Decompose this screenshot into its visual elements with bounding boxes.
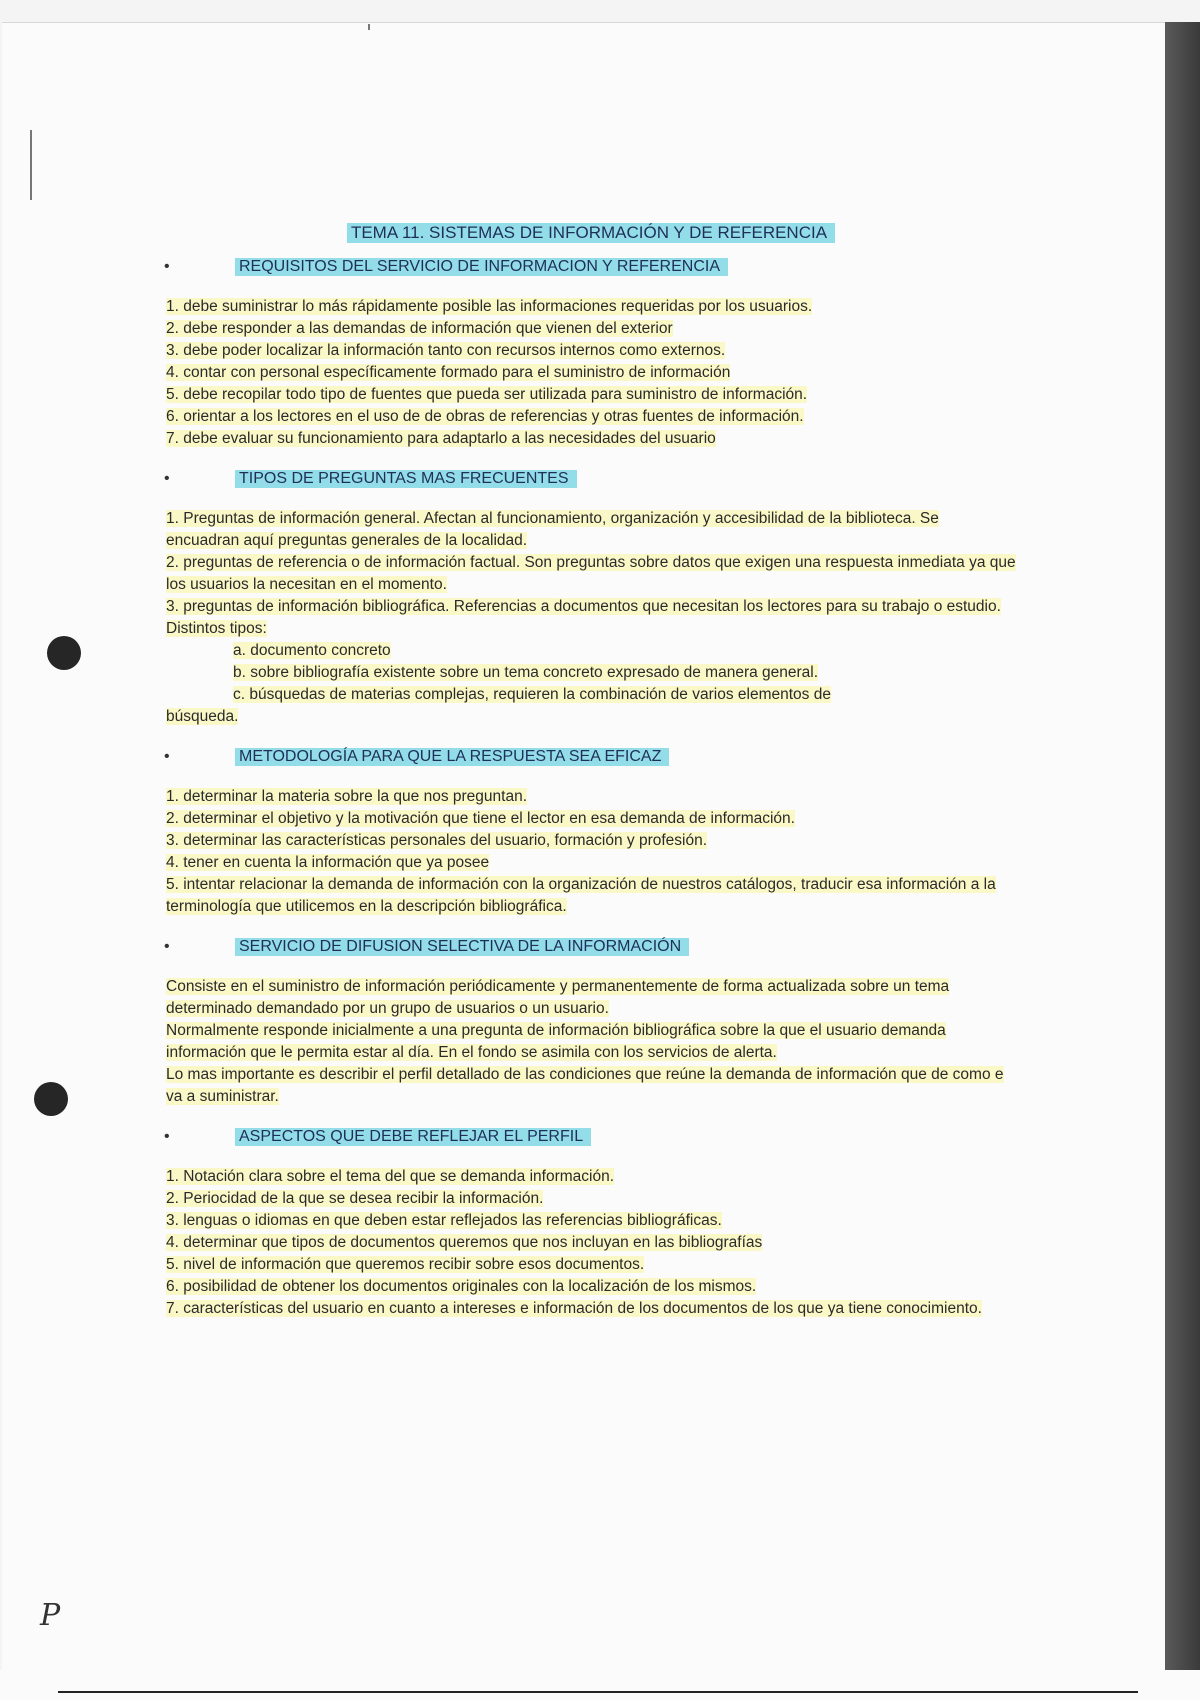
list-item: 4. contar con personal específicamente formado para el suministro de información <box>166 364 731 381</box>
list-item: 3. determinar las características personales del usuario, formación y profesión. <box>166 832 708 849</box>
section-heading: • REQUISITOS DEL SERVICIO DE INFORMACION Y REFERENCIA <box>166 256 1016 278</box>
subitem: b. sobre bibliografía existente sobre un tema concreto expresado de manera general. <box>233 664 819 681</box>
tipos-list <box>166 508 1016 640</box>
punch-hole <box>34 1082 68 1116</box>
list-item: 5. debe recopilar todo tipo de fuentes que pueda ser utilizada para suministro de información. <box>166 386 808 403</box>
list-item: 2. debe responder a las demandas de información que vienen del exterior <box>166 320 673 337</box>
section-heading: • TIPOS DE PREGUNTAS MAS FRECUENTES <box>166 468 1016 490</box>
list-item: 6. posibilidad de obtener los documentos originales con la localización de los mismos. <box>166 1278 757 1295</box>
list-item: 2. Periocidad de la que se desea recibir la información. <box>166 1190 544 1207</box>
paragraph: Lo mas importante es describir el perfil detallado de las condiciones que reúne la demanda de información que de como e va a suministrar. <box>166 1066 1004 1105</box>
punch-hole <box>47 636 81 670</box>
section-aspectos-perfil <box>166 1126 1016 1320</box>
list-item: 1. debe suministrar lo más rápidamente posible las informaciones requeridas por los usuarios. <box>166 298 813 315</box>
subitem: a. documento concreto <box>233 642 391 659</box>
bullet-icon: • <box>164 470 170 487</box>
scan-shadow-edge <box>1165 22 1200 1672</box>
section-difusion-selectiva <box>166 936 1016 1108</box>
document-body <box>166 222 1016 1320</box>
section-requisitos <box>166 256 1016 450</box>
section-tipos-preguntas <box>166 468 1016 728</box>
paragraph: búsqueda. <box>166 708 239 725</box>
list-item: 2. determinar el objetivo y la motivación que tiene el lector en esa demanda de información. <box>166 810 795 827</box>
list-item: 7. características del usuario en cuanto a intereses e información de los documentos de los que ya tiene conocimiento. <box>166 1300 982 1317</box>
scan-speck <box>368 24 370 30</box>
section-metodologia <box>166 746 1016 918</box>
bullet-icon: • <box>164 938 170 955</box>
scan-speck <box>30 130 32 200</box>
list-item: 5. nivel de información que queremos recibir sobre esos documentos. <box>166 1256 645 1273</box>
list-item: 6. orientar a los lectores en el uso de de obras de referencias y otras fuentes de información. <box>166 408 804 425</box>
list-item: 3. lenguas o idiomas en que deben estar reflejados las referencias bibliográficas. <box>166 1212 722 1229</box>
list-item: 4. determinar que tipos de documentos queremos que nos incluyan en las bibliografías <box>166 1234 763 1251</box>
metodologia-list <box>166 786 1016 918</box>
bullet-icon: • <box>164 748 170 765</box>
paragraph: Normalmente responde inicialmente a una pregunta de información bibliográfica sobre la que el usuario demanda información que le permita estar al día. En el fondo se asimila con los servicios de alerta. <box>166 1022 946 1061</box>
page-title: TEMA 11. SISTEMAS DE INFORMACIÓN Y DE REFERENCIA <box>166 222 1016 244</box>
section-heading: • SERVICIO DE DIFUSION SELECTIVA DE LA INFORMACIÓN <box>166 936 1016 958</box>
list-item: 7. debe evaluar su funcionamiento para adaptarlo a las necesidades del usuario <box>166 430 716 447</box>
list-item: 1. Notación clara sobre el tema del que se demanda información. <box>166 1168 615 1185</box>
bullet-icon: • <box>164 1128 170 1145</box>
subitem: c. búsquedas de materias complejas, requieren la combinación de varios elementos de <box>233 686 831 703</box>
section-heading: • METODOLOGÍA PARA QUE LA RESPUESTA SEA EFICAZ <box>166 746 1016 768</box>
section-heading: • ASPECTOS QUE DEBE REFLEJAR EL PERFIL <box>166 1126 1016 1148</box>
paragraph: Consiste en el suministro de información periódicamente y permanentemente de forma actualizada sobre un tema determinado demandado por un grupo de usuarios o un usuario. <box>166 978 950 1017</box>
requisitos-list <box>166 296 1016 450</box>
bullet-icon: • <box>164 258 170 275</box>
list-item: 2. preguntas de referencia o de información factual. Son preguntas sobre datos que exigen una respuesta inmediata ya que los usuarios la necesitan en el momento. <box>166 554 1016 593</box>
scan-bottom-edge <box>0 1670 1200 1700</box>
handwritten-mark: P <box>40 1598 61 1633</box>
list-item: 1. Preguntas de información general. Afectan al funcionamiento, organización y accesibilidad de la biblioteca. Se encuadran aquí preguntas generales de la localidad. <box>166 510 939 549</box>
list-item: 4. tener en cuenta la información que ya posee <box>166 854 490 871</box>
list-item: 5. intentar relacionar la demanda de información con la organización de nuestros catálogos, traducir esa información a la terminología que utilicemos en la descripción bibliográfica. <box>166 876 996 915</box>
list-item: 3. debe poder localizar la información tanto con recursos internos como externos. <box>166 342 726 359</box>
scan-bottom-line <box>58 1691 1138 1693</box>
list-item: 3. preguntas de información bibliográfica. Referencias a documentos que necesitan los lectores para su trabajo o estudio. Distintos tipos: <box>166 598 1001 637</box>
list-item: 1. determinar la materia sobre la que nos preguntan. <box>166 788 528 805</box>
aspectos-list <box>166 1166 1016 1320</box>
